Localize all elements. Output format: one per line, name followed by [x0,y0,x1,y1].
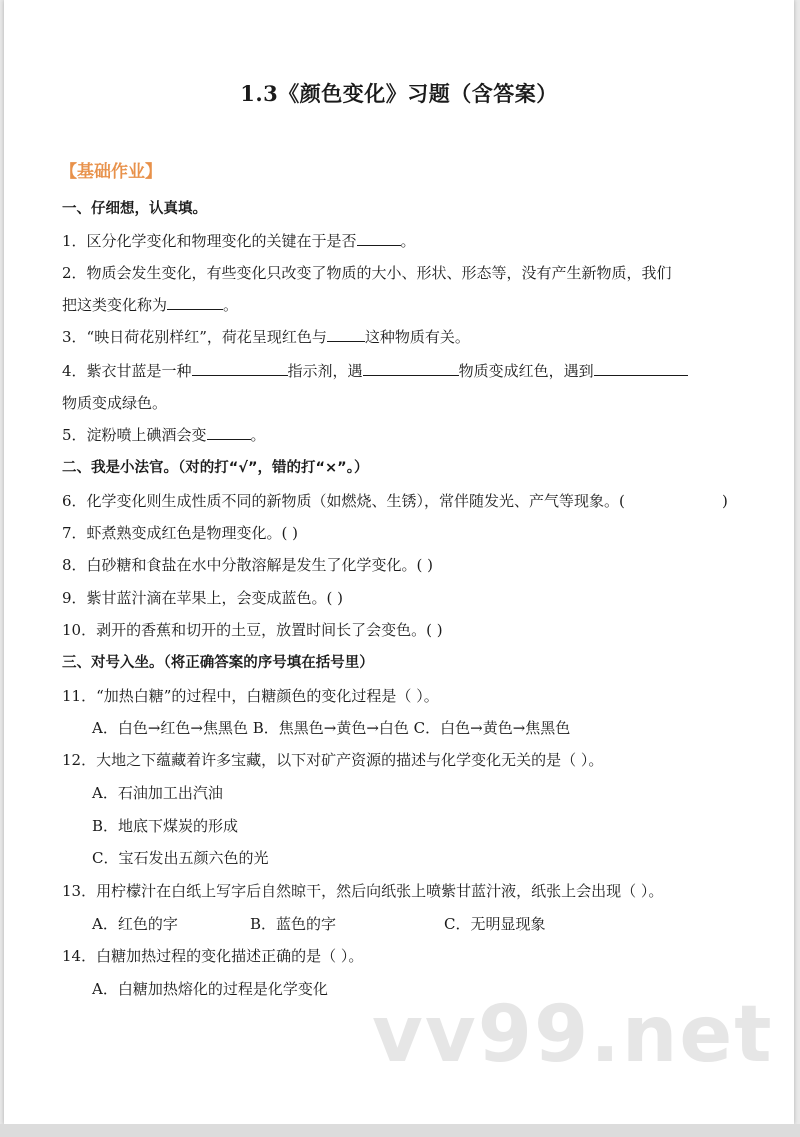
part3-heading: 三、对号入坐。（将正确答案的序号填在括号里） [62,655,374,671]
question-1-text: 1．区分化学变化和物理变化的关键在于是否 [62,232,357,250]
question-9: 9．紫甘蓝汁滴在苹果上，会变成蓝色。( ) [62,589,344,607]
question-6-text: 6．化学变化则生成性质不同的新物质（如燃烧、生锈），常伴随发光、产气等现象。( [62,492,625,510]
answer-blank [327,327,365,342]
section-tag: 【基础作业】 [60,162,162,182]
question-4-text: 4．紫衣甘蓝是一种 [62,362,192,380]
viewer-bottom-strip [0,1124,800,1137]
question-12-option-c: C．宝石发出五颜六色的光 [92,849,269,867]
question-13-option-a: A．红色的字 [92,915,178,933]
answer-blank [167,295,223,310]
part1-heading: 一、仔细想，认真填。 [62,201,207,217]
answer-blank [192,361,288,376]
question-13-option-c: C．无明显现象 [444,915,546,933]
question-2-end: 。 [223,296,239,314]
question-12-option-b: B．地底下煤炭的形成 [92,817,239,835]
question-7: 7．虾煮熟变成红色是物理变化。( ) [62,524,299,542]
question-2-text: 2．物质会发生变化，有些变化只改变了物质的大小、形状、形态等，没有产生新物质，我们 [62,264,672,282]
question-13: 13．用柠檬汁在白纸上写字后自然晾干，然后向纸张上喷紫甘蓝汁液，纸张上会出现（ ）。 [62,882,664,900]
answer-blank [207,425,251,440]
question-3 [62,327,470,347]
question-5 [62,425,266,445]
watermark: vv99.net [372,990,774,1080]
question-4 [62,361,688,381]
question-11-options: A．白色→红色→焦黑色 B．焦黑色→黄色→白色 C．白色→黄色→焦黑色 [92,719,571,737]
question-4-line2: 物质变成绿色。 [62,394,168,412]
question-4-text-3: 物质变成红色，遇到 [458,362,594,380]
question-12-option-a: A．石油加工出汽油 [92,784,223,802]
question-11: 11．“加热白糖”的过程中，白糖颜色的变化过程是（ ）。 [62,687,439,705]
question-14-option-a: A．白糖加热熔化的过程是化学变化 [92,980,328,998]
question-3-end: 这种物质有关。 [364,328,470,346]
question-1 [62,231,416,251]
question-3-text: 3．“映日荷花别样红”，荷花呈现红色与 [62,328,327,346]
worksheet-page [4,0,794,1124]
question-12: 12．大地之下蕴藏着许多宝藏，以下对矿产资源的描述与化学变化无关的是（ ）。 [62,751,604,769]
question-14: 14．白糖加热过程的变化描述正确的是（ ）。 [62,947,364,965]
part2-heading: 二、我是小法官。（对的打“√”，错的打“×”。） [62,460,369,476]
answer-blank [363,361,459,376]
question-10: 10．剥开的香蕉和切开的土豆，放置时间长了会变色。( ) [62,621,443,639]
question-5-text: 5．淀粉喷上碘酒会变 [62,426,207,444]
answer-blank [594,361,688,376]
question-2 [62,263,672,283]
question-13-option-b: B．蓝色的字 [250,915,337,933]
question-6 [62,491,625,511]
question-6-close: ) [722,492,728,510]
question-8: 8．白砂糖和食盐在水中分散溶解是发生了化学变化。( ) [62,556,434,574]
answer-blank [357,231,401,246]
question-2-text-2: 把这类变化称为 [62,296,168,314]
question-4-text-2: 指示剂，遇 [287,362,363,380]
question-5-end: 。 [250,426,266,444]
question-1-end: 。 [400,232,416,250]
page-title: 1.3《颜色变化》习题（含答案） [240,81,558,106]
question-2-line2 [62,295,238,315]
